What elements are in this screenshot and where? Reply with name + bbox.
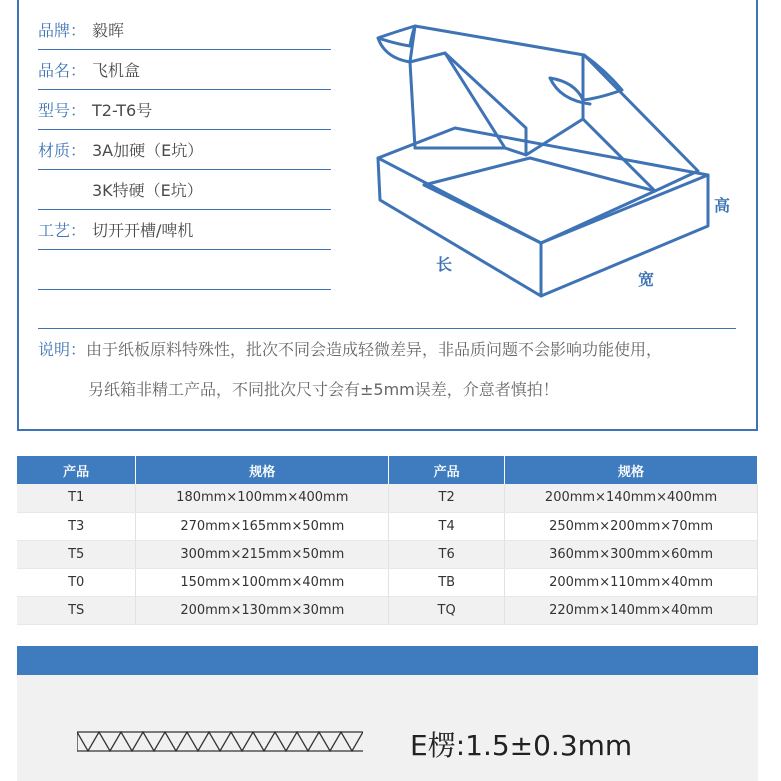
- spec-key: 品名：: [38, 61, 87, 80]
- table-cell: 360mm×300mm×60mm: [505, 540, 758, 568]
- table-cell: T6: [389, 540, 505, 568]
- spec-value: 飞机盒: [92, 61, 141, 80]
- table-row: [17, 512, 758, 540]
- dimension-length-label: 长: [436, 255, 453, 274]
- spec-row-model: [38, 90, 331, 130]
- table-header-row: [17, 456, 758, 484]
- table-cell: 200mm×110mm×40mm: [505, 568, 758, 596]
- spec-row-process: [38, 210, 331, 250]
- table-cell: 150mm×100mm×40mm: [136, 568, 389, 596]
- table-cell: T2: [389, 484, 505, 512]
- table-cell: 300mm×215mm×50mm: [136, 540, 389, 568]
- spec-value: 切开开槽/啤机: [92, 221, 194, 240]
- spec-value: 3K特硬（E坑）: [92, 181, 203, 200]
- spec-value: 3A加硬（E坑）: [92, 141, 204, 160]
- table-cell: T3: [17, 512, 136, 540]
- table-cell: 180mm×100mm×400mm: [136, 484, 389, 512]
- header-spec: 规格: [505, 456, 758, 484]
- spec-list: [38, 10, 331, 290]
- spec-row-material: [38, 130, 331, 170]
- flute-section: [17, 675, 758, 781]
- table-row: [17, 484, 758, 512]
- table-cell: TS: [17, 596, 136, 624]
- spec-key: 品牌：: [38, 21, 87, 40]
- table-cell: T0: [17, 568, 136, 596]
- table-row: [17, 568, 758, 596]
- spec-row-empty: [38, 250, 331, 290]
- note-divider: [38, 328, 736, 329]
- flute-section-header: [17, 646, 758, 675]
- note-text-1: 由于纸板原料特殊性，批次不同会造成轻微差异，非品质问题不会影响功能使用，: [86, 340, 663, 359]
- table-cell: TQ: [389, 596, 505, 624]
- spec-key: 工艺：: [38, 221, 87, 240]
- dimension-height-label: 高: [714, 196, 731, 215]
- size-table: [17, 456, 758, 625]
- spec-value: 毅晖: [92, 21, 125, 40]
- table-cell: 250mm×200mm×70mm: [505, 512, 758, 540]
- table-cell: TB: [389, 568, 505, 596]
- table-cell: 270mm×165mm×50mm: [136, 512, 389, 540]
- table-cell: T5: [17, 540, 136, 568]
- table-row: [17, 540, 758, 568]
- table-cell: T1: [17, 484, 136, 512]
- note-key: 说明：: [38, 340, 87, 359]
- table-cell: T4: [389, 512, 505, 540]
- header-product: 产品: [389, 456, 505, 484]
- mailer-box-diagram: [352, 16, 722, 306]
- spec-value: T2-T6号: [92, 101, 153, 120]
- table-row: [17, 596, 758, 624]
- spec-row-name: [38, 50, 331, 90]
- header-product: 产品: [17, 456, 136, 484]
- table-cell: 200mm×130mm×30mm: [136, 596, 389, 624]
- dimension-width-label: 宽: [638, 270, 655, 289]
- flute-spec-label: E楞:1.5±0.3mm: [410, 729, 633, 762]
- spec-key: 型号：: [38, 101, 87, 120]
- e-flute-profile-icon: [77, 730, 363, 754]
- spec-key: 材质：: [38, 141, 87, 160]
- spec-row-brand: [38, 10, 331, 50]
- note-line-2: 另纸箱非精工产品，不同批次尺寸会有±5mm误差，介意者慎拍！: [88, 380, 559, 399]
- note-line-1: [38, 340, 662, 359]
- spec-row-material-alt: [38, 170, 331, 210]
- table-cell: 220mm×140mm×40mm: [505, 596, 758, 624]
- table-cell: 200mm×140mm×400mm: [505, 484, 758, 512]
- note-block: [38, 330, 662, 410]
- header-spec: 规格: [136, 456, 389, 484]
